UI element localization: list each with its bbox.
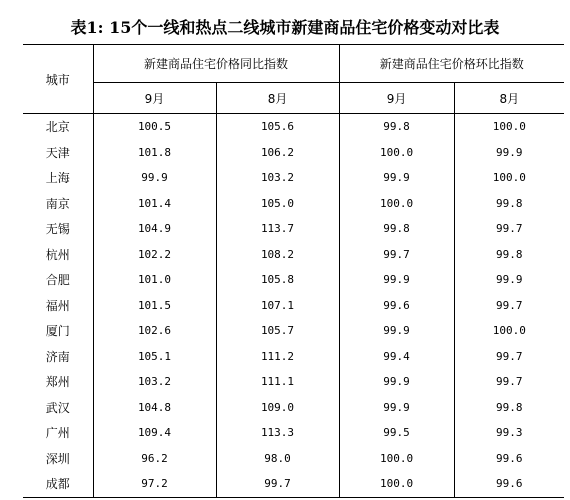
yoy-sep-cell: 105.1 [93,344,216,370]
table-row [23,369,564,395]
table-body [23,114,564,498]
mom-aug-cell: 99.9 [496,145,523,159]
mom-aug-cell: 99.3 [496,426,523,440]
yoy-aug-cell: 108.2 [216,242,339,268]
table-row [23,471,564,497]
mom-sep-cell: 99.5 [339,420,454,446]
yoy-sep-cell: 96.2 [93,446,216,472]
mom-sep-cell: 100.0 [339,140,454,166]
city-cell: 郑州 [23,369,93,395]
city-cell: 福州 [23,293,93,319]
mom-sep-cell: 100.0 [339,191,454,217]
city-cell: 天津 [23,140,93,166]
mom-aug-cell: 99.9 [496,273,523,287]
mom-sep-cell: 99.9 [339,165,454,191]
yoy-aug-cell: 103.2 [216,165,339,191]
mom-aug-cell: 99.7 [496,222,523,236]
yoy-sep-cell: 97.2 [93,471,216,497]
yoy-sep-cell: 102.2 [93,242,216,268]
mom-index-header: 新建商品住宅价格环比指数 [339,45,564,83]
yoy-aug-cell: 113.7 [216,216,339,242]
yoy-sep-cell: 99.9 [93,165,216,191]
table-row [23,114,564,140]
city-cell: 无锡 [23,216,93,242]
city-cell: 北京 [23,114,93,140]
month-header-yoy-aug: 8月 [216,83,339,114]
mom-sep-cell: 99.6 [339,293,454,319]
mom-aug-cell: 100.0 [492,171,526,185]
month-header-mom-sep: 9月 [339,83,454,114]
mom-aug-cell: 99.7 [496,298,523,312]
mom-sep-cell: 100.0 [339,446,454,472]
city-cell: 深圳 [23,446,93,472]
yoy-aug-cell: 109.0 [216,395,339,421]
yoy-sep-cell: 100.5 [93,114,216,140]
yoy-sep-cell: 104.8 [93,395,216,421]
city-cell: 广州 [23,420,93,446]
mom-aug-cell: 100.0 [492,324,526,338]
city-cell: 厦门 [23,318,93,344]
city-cell: 武汉 [23,395,93,421]
mom-sep-cell: 99.4 [339,344,454,370]
mom-aug-cell: 100.0 [492,120,526,134]
mom-sep-cell: 99.8 [339,216,454,242]
table-row [23,293,564,319]
yoy-sep-cell: 101.0 [93,267,216,293]
table-row [23,267,564,293]
table-title: 表1: 15个一线和热点二线城市新建商品住宅价格变动对比表 [70,18,500,37]
table-row [23,216,564,242]
yoy-aug-cell: 105.7 [216,318,339,344]
yoy-aug-cell: 107.1 [216,293,339,319]
yoy-aug-cell: 113.3 [216,420,339,446]
month-header-mom-aug: 8月 [454,83,564,114]
yoy-aug-cell: 106.2 [216,140,339,166]
city-cell: 杭州 [23,242,93,268]
table-row [23,395,564,421]
city-cell: 合肥 [23,267,93,293]
mom-sep-cell: 100.0 [339,471,454,497]
mom-aug-cell: 99.6 [496,451,523,465]
city-column-header: 城市 [23,45,93,114]
yoy-aug-cell: 105.6 [216,114,339,140]
mom-sep-cell: 99.9 [339,318,454,344]
table-row [23,420,564,446]
table-row [23,242,564,268]
yoy-sep-cell: 104.9 [93,216,216,242]
city-cell: 南京 [23,191,93,217]
yoy-sep-cell: 103.2 [93,369,216,395]
yoy-sep-cell: 101.4 [93,191,216,217]
mom-aug-cell: 99.6 [454,471,564,497]
city-cell: 济南 [23,344,93,370]
mom-aug-cell: 99.7 [496,349,523,363]
yoy-sep-cell: 102.6 [93,318,216,344]
yoy-aug-cell: 98.0 [216,446,339,472]
mom-aug-cell: 99.7 [496,375,523,389]
yoy-aug-cell: 111.1 [216,369,339,395]
mom-sep-cell: 99.9 [339,267,454,293]
city-cell: 成都 [23,471,93,497]
month-header-yoy-sep: 9月 [93,83,216,114]
yoy-sep-cell: 109.4 [93,420,216,446]
yoy-sep-cell: 101.5 [93,293,216,319]
city-cell: 上海 [23,165,93,191]
table-row [23,446,564,472]
table-row [23,165,564,191]
mom-sep-cell: 99.9 [339,395,454,421]
price-index-table [23,44,564,498]
table-row [23,140,564,166]
yoy-index-header: 新建商品住宅价格同比指数 [93,45,339,83]
mom-aug-cell: 99.8 [496,196,523,210]
yoy-aug-cell: 105.8 [216,267,339,293]
yoy-sep-cell: 101.8 [93,140,216,166]
mom-sep-cell: 99.9 [339,369,454,395]
yoy-aug-cell: 105.0 [216,191,339,217]
table-row [23,191,564,217]
mom-aug-cell: 99.8 [496,247,523,261]
yoy-aug-cell: 99.7 [216,471,339,497]
table-row [23,318,564,344]
mom-aug-cell: 99.8 [496,400,523,414]
header-row-months [23,83,564,114]
table-row [23,344,564,370]
mom-sep-cell: 99.8 [339,114,454,140]
mom-sep-cell: 99.7 [339,242,454,268]
header-row-groups [23,45,564,83]
yoy-aug-cell: 111.2 [216,344,339,370]
